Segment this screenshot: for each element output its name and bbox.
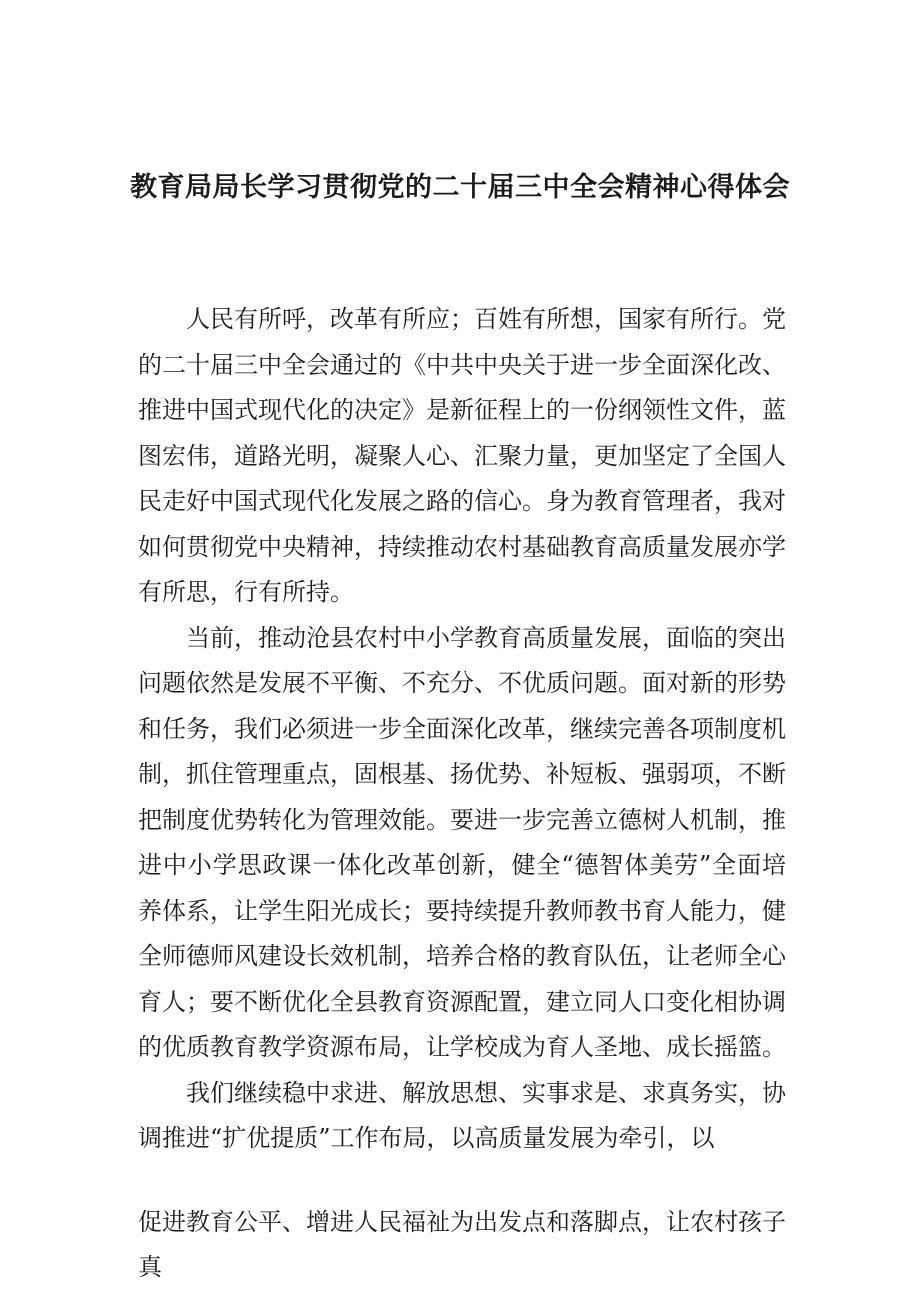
paragraph-2: 当前，推动沧县农村中小学教育高质量发展，面临的突出问题依然是发展不平衡、不充分、不优质问题。面对新的形势和任务，我们必须进一步全面深化改革，继续完善各项制度机制，抓住管理重点，固根基、扬优势、补短板、强弱项，不断把制度优势转化为管理效能。要进一步完善立德树人机制，推进中小学思政课一体化改革创新，健全“德智体美劳”全面培养体系，让学生阳光成长；要持续提升教师教书育人能力，健全师德师风建设长效机制，培养合格的教育队伍，让老师全心育人；要不断优化全县教育资源配置，建立同人口变化相协调的优质教育教学资源布局，让学校成为育人圣地、成长摇篮。 — [138, 623, 786, 1061]
paragraph-1: 人民有所呼，改革有所应；百姓有所想，国家有所行。党的二十届三中全会通过的《中共中央关于进一步全面深化改、推进中国式现代化的决定》是新征程上的一份纲领性文件，蓝图宏伟，道路光明，凝聚人心、汇聚力量，更加坚定了全国人民走好中国式现代化发展之路的信心。身为教育管理者，我对如何贯彻党中央精神，持续推动农村基础教育高质量发展亦学有所思，行有所持。 — [138, 305, 786, 606]
paragraph-continuation: 促进教育公平、增进人民福祉为出发点和落脚点，让农村孩子真 — [138, 1207, 786, 1281]
paragraph-3: 我们继续稳中求进、解放思想、实事求是、求真务实，协调推进“扩优提质”工作布局，以高质量发展为牵引，以 — [138, 1078, 786, 1152]
document-title: 教育局局长学习贯彻党的二十届三中全会精神心得体会 — [130, 172, 790, 203]
document-body — [138, 297, 786, 1291]
